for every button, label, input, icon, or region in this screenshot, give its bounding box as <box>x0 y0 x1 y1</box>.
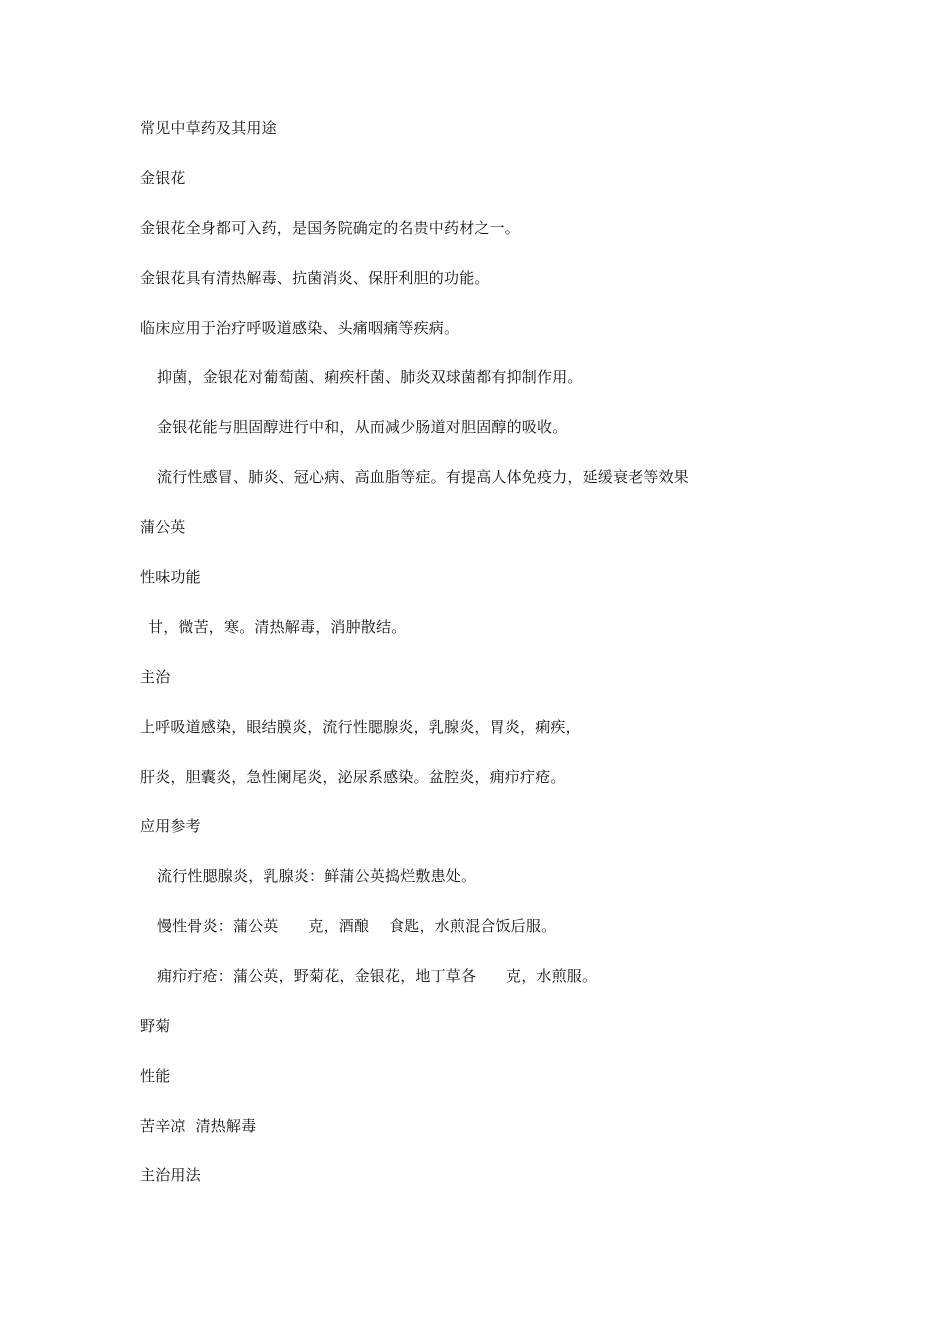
reference-item: 流行性腮腺炎，乳腺炎：鲜蒲公英捣烂敷患处。 <box>157 867 477 885</box>
paragraph: 金银花能与胆固醇进行中和，从而减少肠道对胆固醇的吸收。 <box>157 418 568 436</box>
subheading: 主治用法 <box>140 1166 201 1184</box>
section-heading-jinyinhua: 金银花 <box>140 169 186 187</box>
paragraph: 流行性感冒、肺炎、冠心病、高血脂等症。有提高人体免疫力，延缓衰老等效果 <box>157 468 690 486</box>
subheading: 应用参考 <box>140 817 201 835</box>
paragraph: 金银花全身都可入药，是国务院确定的名贵中药材之一。 <box>140 219 521 237</box>
paragraph: 苦辛凉 清热解毒 <box>140 1117 257 1135</box>
reference-item: 慢性骨炎：蒲公英 克，酒酿 食匙，水煎混合饭后服。 <box>157 917 557 935</box>
paragraph: 金银花具有清热解毒、抗菌消炎、保肝利胆的功能。 <box>140 269 490 287</box>
paragraph: 临床应用于治疗呼吸道感染、头痛咽痛等疾病。 <box>140 319 460 337</box>
subheading: 主治 <box>140 668 171 686</box>
subheading: 性能 <box>140 1067 171 1085</box>
paragraph: 抑菌，金银花对葡萄菌、痢疾杆菌、肺炎双球菌都有抑制作用。 <box>157 368 583 386</box>
paragraph: 甘，微苦，寒。清热解毒，消肿散结。 <box>148 618 407 636</box>
reference-item: 痈疖疔疮：蒲公英，野菊花，金银花，地丁草各 克，水煎服。 <box>157 967 598 985</box>
paragraph: 肝炎，胆囊炎，急性阑尾炎，泌尿系感染。盆腔炎，痈疖疔疮。 <box>140 768 566 786</box>
section-heading-pugongying: 蒲公英 <box>140 518 186 536</box>
subheading: 性味功能 <box>140 568 201 586</box>
document-title: 常见中草药及其用途 <box>140 119 277 137</box>
section-heading-yeju: 野菊 <box>140 1017 171 1035</box>
paragraph: 上呼吸道感染，眼结膜炎，流行性腮腺炎，乳腺炎，胃炎，痢疾， <box>140 718 581 736</box>
